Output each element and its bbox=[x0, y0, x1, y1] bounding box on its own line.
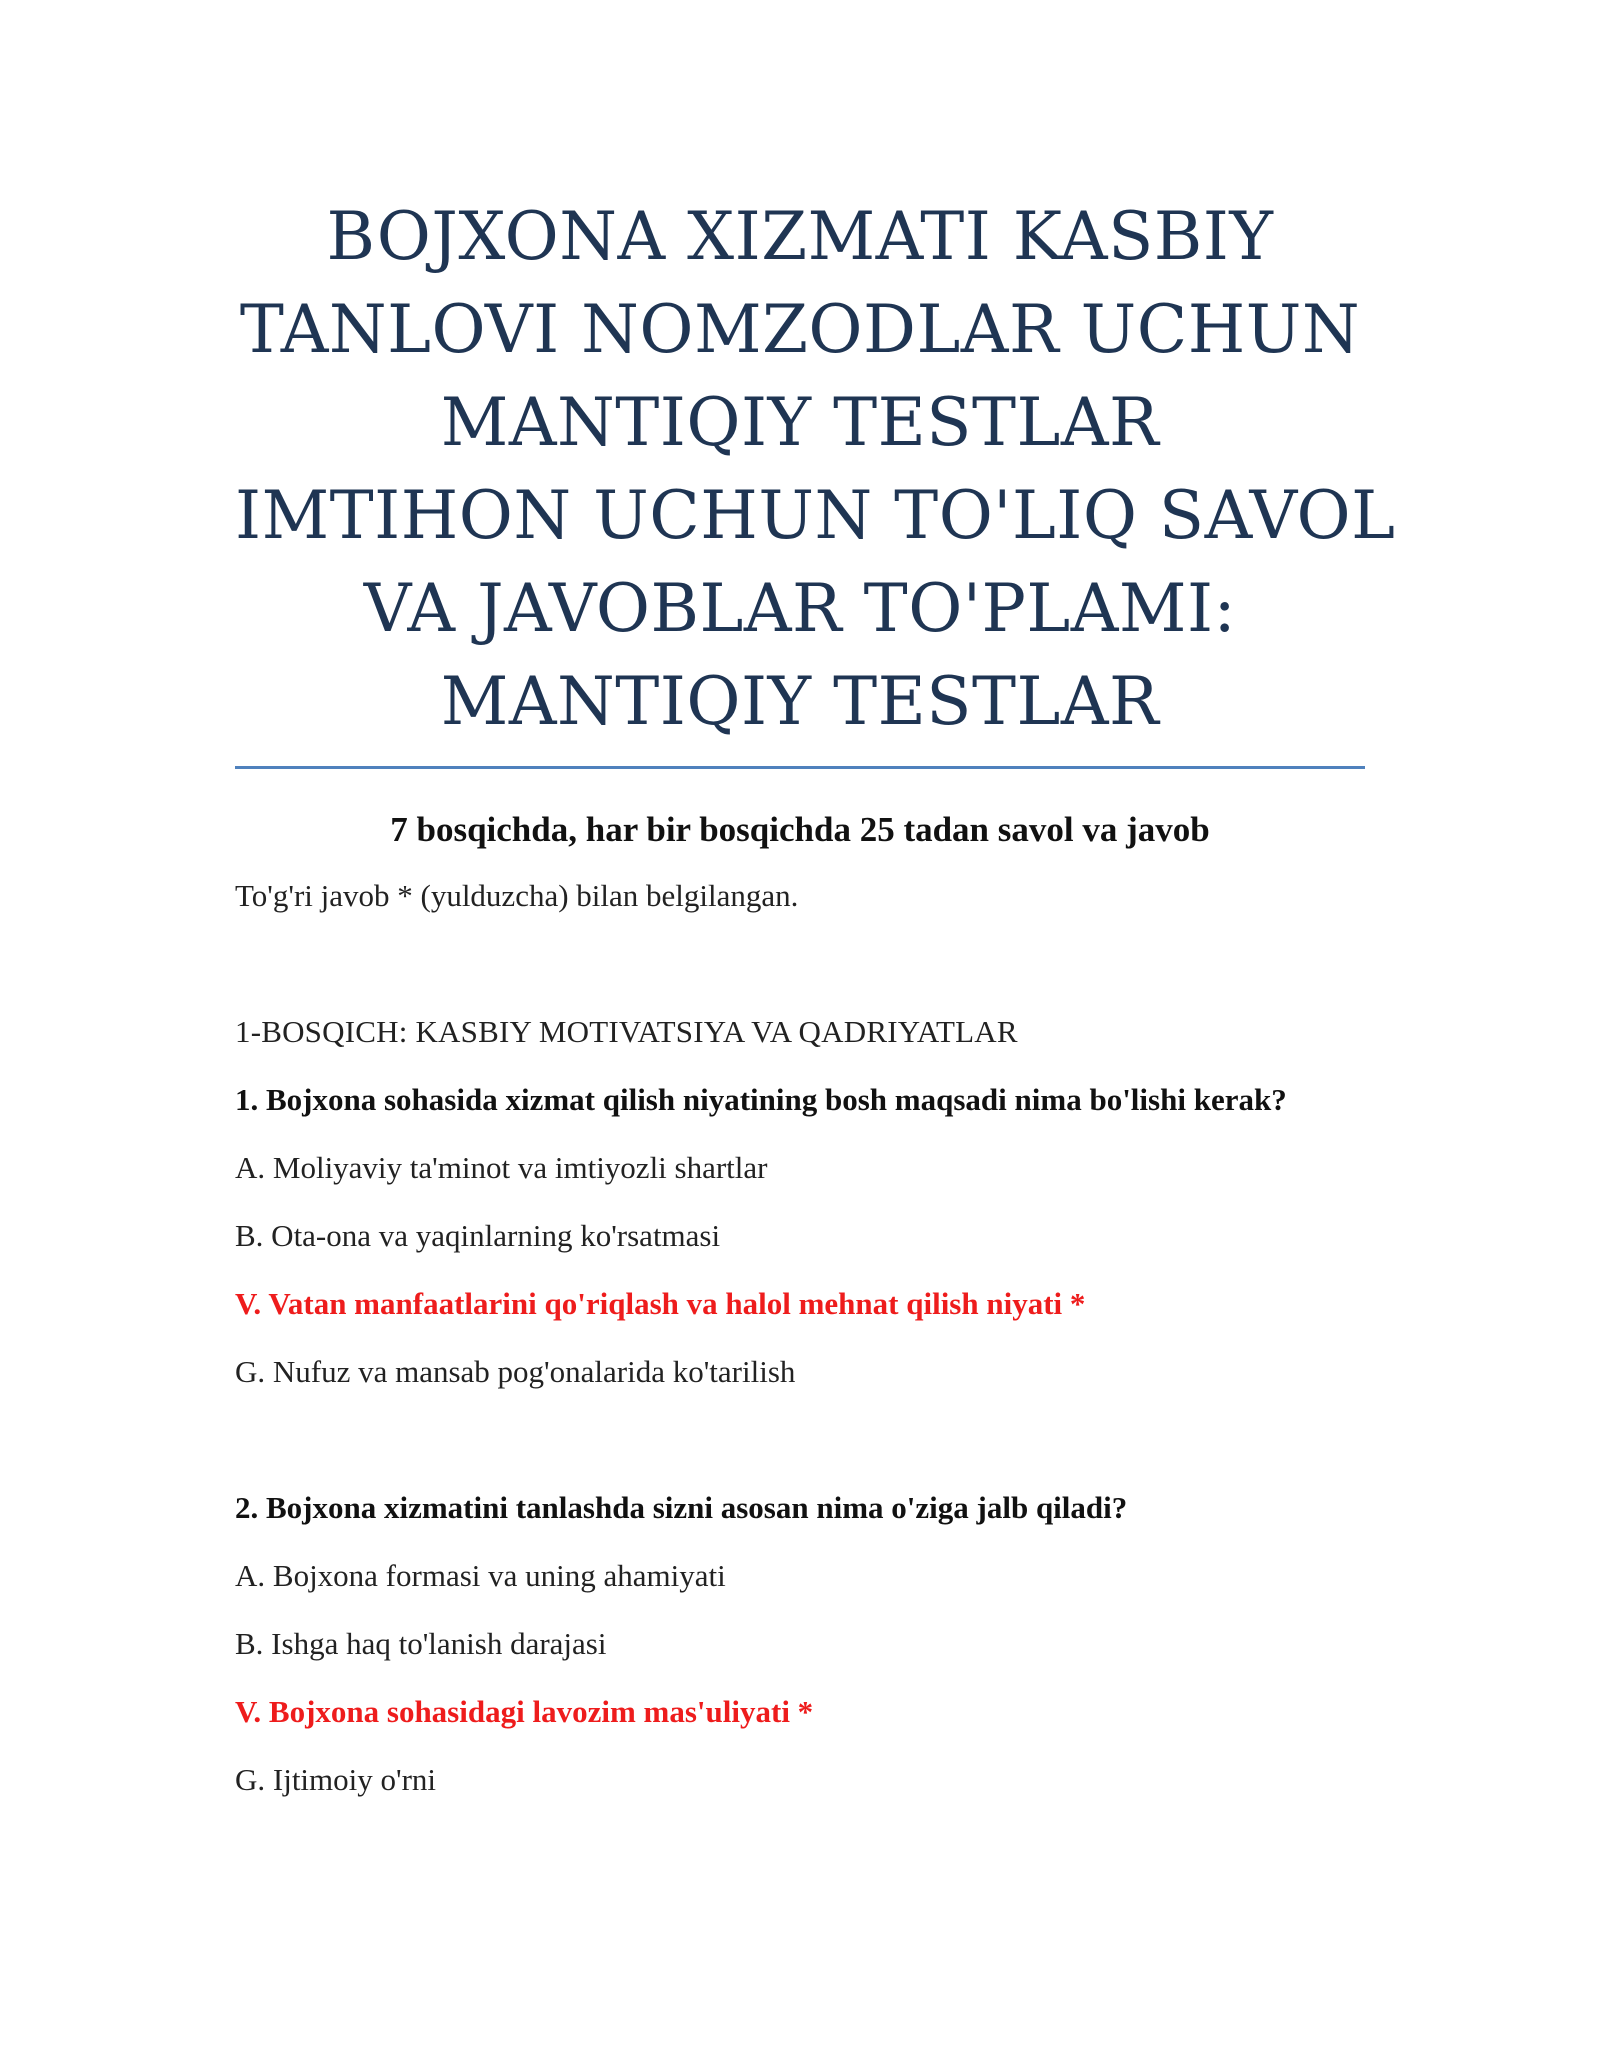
answer-option-v-correct: V. Bojxona sohasidagi lavozim mas'uliyati * bbox=[235, 1694, 814, 1729]
answer-option-b: B. Ota-ona va yaqinlarning ko'rsatmasi bbox=[235, 1218, 721, 1253]
document-subtitle: 7 bosqichda, har bir bosqichda 25 tadan savol va javob bbox=[390, 810, 1210, 849]
answer-option-a: A. Bojxona formasi va uning ahamiyati bbox=[235, 1558, 726, 1593]
answer-option-g: G. Nufuz va mansab pog'onalarida ko'tarilish bbox=[235, 1354, 796, 1389]
question-text: 2. Bojxona xizmatini tanlashda sizni asosan nima o'ziga jalb qiladi? bbox=[235, 1490, 1128, 1525]
question-block bbox=[235, 1082, 1365, 1390]
answer-option-b: B. Ishga haq to'lanish darajasi bbox=[235, 1626, 607, 1661]
document-title bbox=[235, 190, 1396, 748]
title-line: VA JAVOBLAR TO'PLAMI: bbox=[363, 570, 1237, 647]
title-line: MANTIQIY TESTLAR bbox=[440, 663, 1160, 740]
stage-heading: 1-BOSQICH: KASBIY MOTIVATSIYA VA QADRIYATLAR bbox=[235, 1014, 1018, 1049]
title-line: MANTIQIY TESTLAR bbox=[440, 384, 1160, 461]
question-text: 1. Bojxona sohasida xizmat qilish niyatining bosh maqsadi nima bo'lishi kerak? bbox=[235, 1082, 1287, 1117]
title-line: BOJXONA XIZMATI KASBIY bbox=[326, 198, 1274, 275]
answer-option-v-correct: V. Vatan manfaatlarini qo'riqlash va halol mehnat qilish niyati * bbox=[235, 1286, 1086, 1321]
title-line: IMTIHON UCHUN TO'LIQ SAVOL bbox=[235, 477, 1396, 554]
answer-option-a: A. Moliyaviy ta'minot va imtiyozli shartlar bbox=[235, 1150, 768, 1185]
document-content bbox=[235, 190, 1396, 1798]
title-divider bbox=[235, 766, 1365, 769]
title-line: TANLOVI NOMZODLAR UCHUN bbox=[239, 291, 1361, 368]
question-block bbox=[235, 1490, 1365, 1798]
answer-key-note: To'g'ri javob * (yulduzcha) bilan belgilangan. bbox=[235, 878, 799, 913]
answer-option-g: G. Ijtimoiy o'rni bbox=[235, 1762, 437, 1797]
